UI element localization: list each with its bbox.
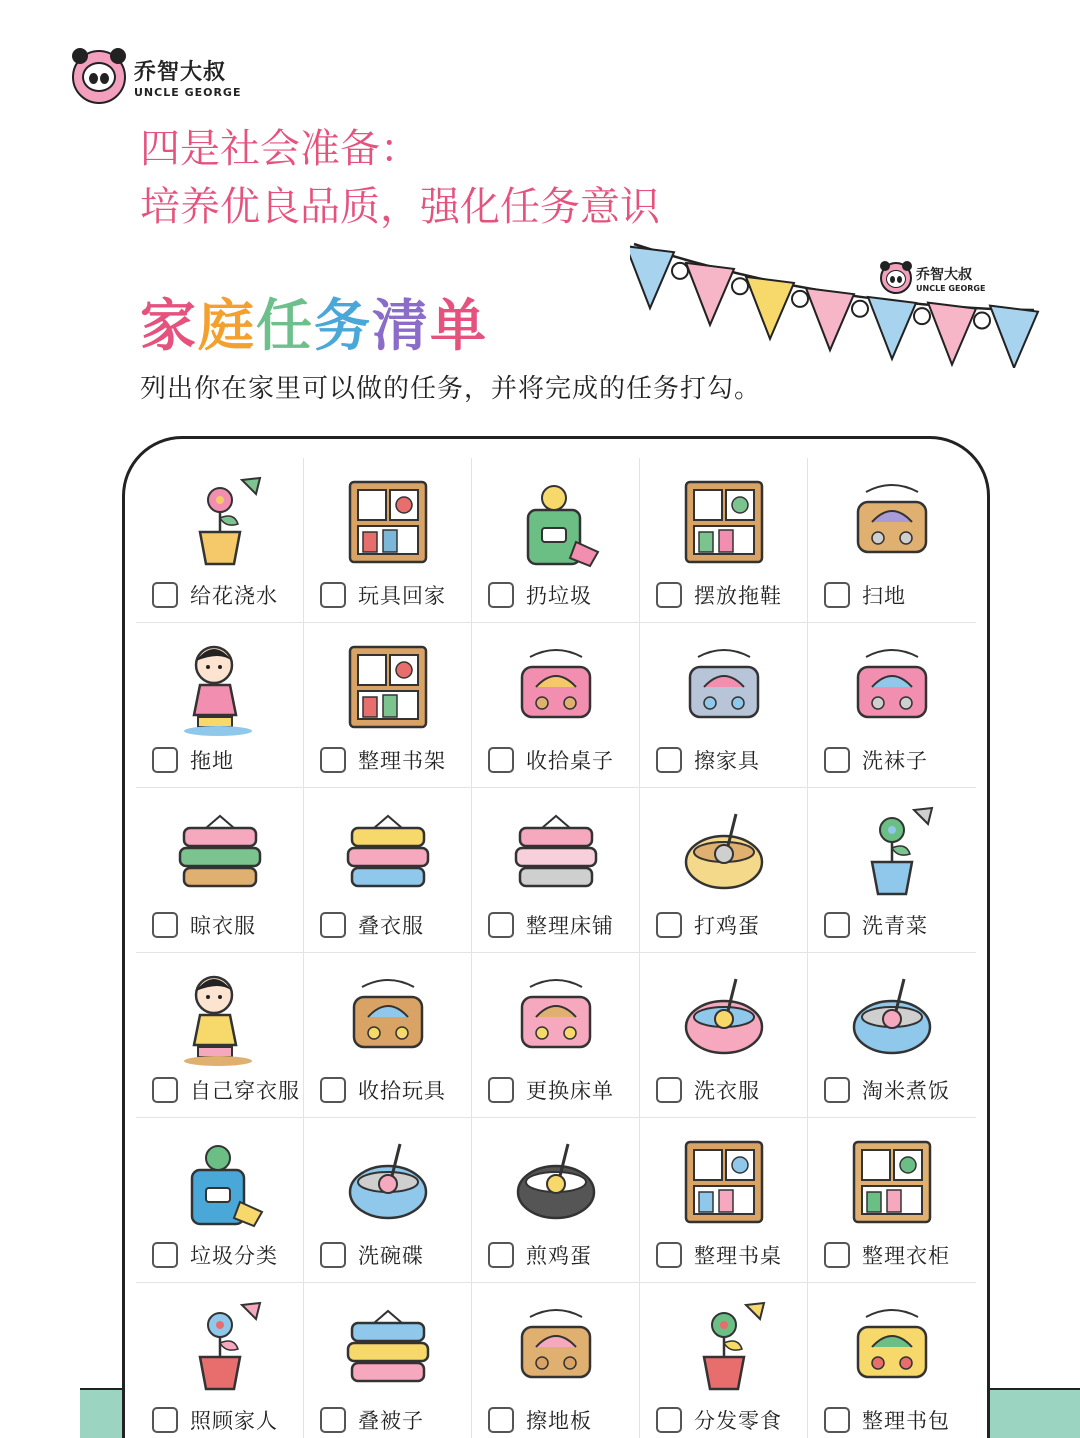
brand-logo	[72, 50, 241, 104]
task-label: 拖地	[190, 749, 234, 773]
task-label: 煎鸡蛋	[526, 1244, 592, 1268]
toy-shelf-icon	[338, 472, 438, 572]
task-row	[824, 745, 928, 775]
task-item	[304, 788, 472, 953]
backpack-icon	[842, 1297, 942, 1397]
task-row	[488, 910, 614, 940]
bunting-ring	[974, 312, 990, 328]
care-heart-icon	[170, 1297, 270, 1397]
task-label: 洗碗碟	[358, 1244, 424, 1268]
bunting-ring	[914, 308, 930, 324]
snacks-icon	[674, 1297, 774, 1397]
task-row	[488, 1075, 614, 1105]
task-item	[472, 1283, 640, 1438]
toy-box-icon	[338, 967, 438, 1067]
task-checkbox[interactable]	[320, 1077, 346, 1103]
task-label: 叠衣服	[358, 914, 424, 938]
bunting-ring	[672, 263, 688, 279]
bunting-flag	[990, 306, 1038, 368]
task-grid	[136, 458, 976, 1438]
task-row	[152, 1240, 278, 1270]
task-item	[304, 623, 472, 788]
task-checkbox[interactable]	[320, 582, 346, 608]
broom-icon	[842, 472, 942, 572]
bed-icon	[506, 967, 606, 1067]
task-item	[136, 458, 304, 623]
task-row	[320, 1240, 424, 1270]
bunting-ring	[852, 301, 868, 317]
bookshelf-icon	[338, 637, 438, 737]
brand-name-en-small: UNCLE GEORGE	[916, 283, 986, 293]
task-item	[640, 953, 808, 1118]
task-checkbox[interactable]	[656, 1407, 682, 1433]
folding-blanket-icon	[506, 802, 606, 902]
task-item	[640, 788, 808, 953]
wash-socks-icon	[842, 637, 942, 737]
task-checkbox[interactable]	[656, 582, 682, 608]
bunting-ring	[792, 291, 808, 307]
task-checkbox[interactable]	[824, 1077, 850, 1103]
task-row	[152, 745, 234, 775]
task-item	[136, 1283, 304, 1438]
task-row	[320, 580, 446, 610]
task-checkbox[interactable]	[152, 1077, 178, 1103]
task-label: 擦地板	[526, 1409, 592, 1433]
task-label: 叠被子	[358, 1409, 424, 1433]
title-char: 单	[430, 294, 488, 359]
task-item	[808, 1283, 976, 1438]
folded-clothes-icon	[338, 802, 438, 902]
task-item	[304, 1283, 472, 1438]
task-item	[472, 1118, 640, 1283]
task-checkbox[interactable]	[152, 1407, 178, 1433]
desk-books-icon	[674, 1132, 774, 1232]
mopping-girl-icon	[170, 637, 270, 737]
instruction-text: 列出你在家里可以做的任务，并将完成的任务打勾。	[140, 374, 762, 404]
task-checkbox[interactable]	[152, 912, 178, 938]
task-checkbox[interactable]	[488, 1242, 514, 1268]
task-label: 照顾家人	[190, 1409, 278, 1433]
task-checkbox[interactable]	[656, 912, 682, 938]
task-item	[136, 788, 304, 953]
task-row	[488, 745, 614, 775]
task-label: 更换床单	[526, 1079, 614, 1103]
task-checkbox[interactable]	[824, 582, 850, 608]
task-checkbox[interactable]	[824, 747, 850, 773]
wardrobe-icon	[842, 1132, 942, 1232]
task-item	[472, 953, 640, 1118]
panda-logo-small-icon	[880, 262, 912, 294]
task-label: 收拾桌子	[526, 749, 614, 773]
task-item	[304, 1118, 472, 1283]
headline-line-2: 培养优良品质，强化任务意识	[140, 184, 660, 230]
task-checkbox[interactable]	[152, 582, 178, 608]
bunting-ring	[732, 278, 748, 294]
task-row	[488, 1405, 592, 1435]
task-label: 收拾玩具	[358, 1079, 446, 1103]
task-label: 扫地	[862, 584, 906, 608]
bunting-flag	[746, 277, 794, 339]
title-char: 务	[314, 294, 372, 359]
task-item	[640, 458, 808, 623]
wash-dishes-icon	[338, 1132, 438, 1232]
task-row	[656, 1240, 782, 1270]
wash-basin-icon	[674, 967, 774, 1067]
task-checkbox[interactable]	[320, 1242, 346, 1268]
trash-bin-icon	[506, 472, 606, 572]
task-checkbox[interactable]	[320, 747, 346, 773]
task-checkbox[interactable]	[488, 912, 514, 938]
task-item	[136, 953, 304, 1118]
task-item	[808, 1118, 976, 1283]
task-label: 整理书包	[862, 1409, 950, 1433]
watering-flower-icon	[170, 472, 270, 572]
task-label: 擦家具	[694, 749, 760, 773]
dressing-girl-icon	[170, 967, 270, 1067]
task-row	[488, 580, 592, 610]
task-item	[472, 458, 640, 623]
bunting-flag	[868, 297, 916, 359]
task-label: 整理床铺	[526, 914, 614, 938]
task-row	[152, 580, 278, 610]
task-item	[808, 953, 976, 1118]
task-row	[152, 910, 256, 940]
task-checkbox[interactable]	[824, 1407, 850, 1433]
frying-egg-icon	[506, 1132, 606, 1232]
task-checkbox[interactable]	[152, 747, 178, 773]
task-item	[304, 458, 472, 623]
task-label: 给花浇水	[190, 584, 278, 608]
task-checkbox[interactable]	[152, 1242, 178, 1268]
brand-logo-small	[880, 262, 985, 294]
task-row	[320, 1075, 446, 1105]
task-checkbox[interactable]	[488, 1077, 514, 1103]
brand-name-cn: 乔智大叔	[134, 60, 227, 85]
bunting-flags-icon	[630, 238, 1040, 368]
task-checkbox[interactable]	[824, 1242, 850, 1268]
task-checkbox[interactable]	[656, 747, 682, 773]
headline-line-1: 四是社会准备：	[140, 126, 420, 172]
task-label: 摆放拖鞋	[694, 584, 782, 608]
task-row	[824, 1240, 950, 1270]
page-title	[140, 282, 488, 362]
hanging-shirt-icon	[170, 802, 270, 902]
title-char: 庭	[198, 294, 256, 359]
task-checkbox[interactable]	[656, 1077, 682, 1103]
task-row	[488, 1240, 592, 1270]
whisk-bowl-icon	[674, 802, 774, 902]
task-row	[656, 745, 760, 775]
task-row	[320, 1405, 424, 1435]
task-label: 自己穿衣服	[190, 1079, 300, 1103]
task-item	[640, 1283, 808, 1438]
brand-name-cn-small: 乔智大叔	[916, 266, 972, 283]
task-label: 洗青菜	[862, 914, 928, 938]
task-checkbox[interactable]	[488, 747, 514, 773]
wipe-fridge-icon	[674, 637, 774, 737]
task-item	[640, 1118, 808, 1283]
task-row	[824, 580, 906, 610]
task-item	[640, 623, 808, 788]
title-char: 清	[372, 294, 430, 359]
task-label: 玩具回家	[358, 584, 446, 608]
sorting-bins-icon	[170, 1132, 270, 1232]
task-row	[656, 910, 760, 940]
rice-cooker-icon	[842, 967, 942, 1067]
shoe-rack-icon	[674, 472, 774, 572]
task-item	[304, 953, 472, 1118]
task-label: 整理书桌	[694, 1244, 782, 1268]
fold-quilt-icon	[338, 1297, 438, 1397]
task-label: 分发零食	[694, 1409, 782, 1433]
task-row	[320, 910, 424, 940]
title-char: 任	[256, 294, 314, 359]
task-label: 淘米煮饭	[862, 1079, 950, 1103]
task-row	[152, 1075, 300, 1105]
task-label: 垃圾分类	[190, 1244, 278, 1268]
wipe-table-icon	[506, 637, 606, 737]
task-item	[808, 623, 976, 788]
task-label: 扔垃圾	[526, 584, 592, 608]
task-item	[136, 623, 304, 788]
task-row	[824, 1405, 950, 1435]
task-row	[656, 1075, 760, 1105]
task-row	[152, 1405, 278, 1435]
wipe-floor-icon	[506, 1297, 606, 1397]
task-checkbox[interactable]	[824, 912, 850, 938]
task-label: 整理衣柜	[862, 1244, 950, 1268]
task-row	[656, 1405, 782, 1435]
task-label: 整理书架	[358, 749, 446, 773]
task-checkbox[interactable]	[320, 1407, 346, 1433]
brand-name-en: UNCLE GEORGE	[134, 86, 242, 99]
task-label: 打鸡蛋	[694, 914, 760, 938]
task-checkbox[interactable]	[488, 1407, 514, 1433]
headline	[140, 120, 660, 236]
bunting-flag	[686, 263, 734, 325]
panda-logo-icon	[72, 50, 126, 104]
task-item	[136, 1118, 304, 1283]
task-row	[824, 1075, 950, 1105]
task-label: 洗衣服	[694, 1079, 760, 1103]
task-item	[808, 788, 976, 953]
task-checkbox[interactable]	[488, 582, 514, 608]
task-item	[472, 788, 640, 953]
task-row	[824, 910, 928, 940]
title-char: 家	[140, 294, 198, 359]
bunting-flag	[806, 288, 854, 350]
task-row	[656, 580, 782, 610]
task-label: 洗袜子	[862, 749, 928, 773]
task-checkbox[interactable]	[656, 1242, 682, 1268]
task-item	[808, 458, 976, 623]
bunting-flag	[928, 303, 976, 365]
task-label: 晾衣服	[190, 914, 256, 938]
task-checkbox[interactable]	[320, 912, 346, 938]
task-row	[320, 745, 446, 775]
wash-vegetables-icon	[842, 802, 942, 902]
task-item	[472, 623, 640, 788]
bunting-flag	[630, 246, 674, 308]
